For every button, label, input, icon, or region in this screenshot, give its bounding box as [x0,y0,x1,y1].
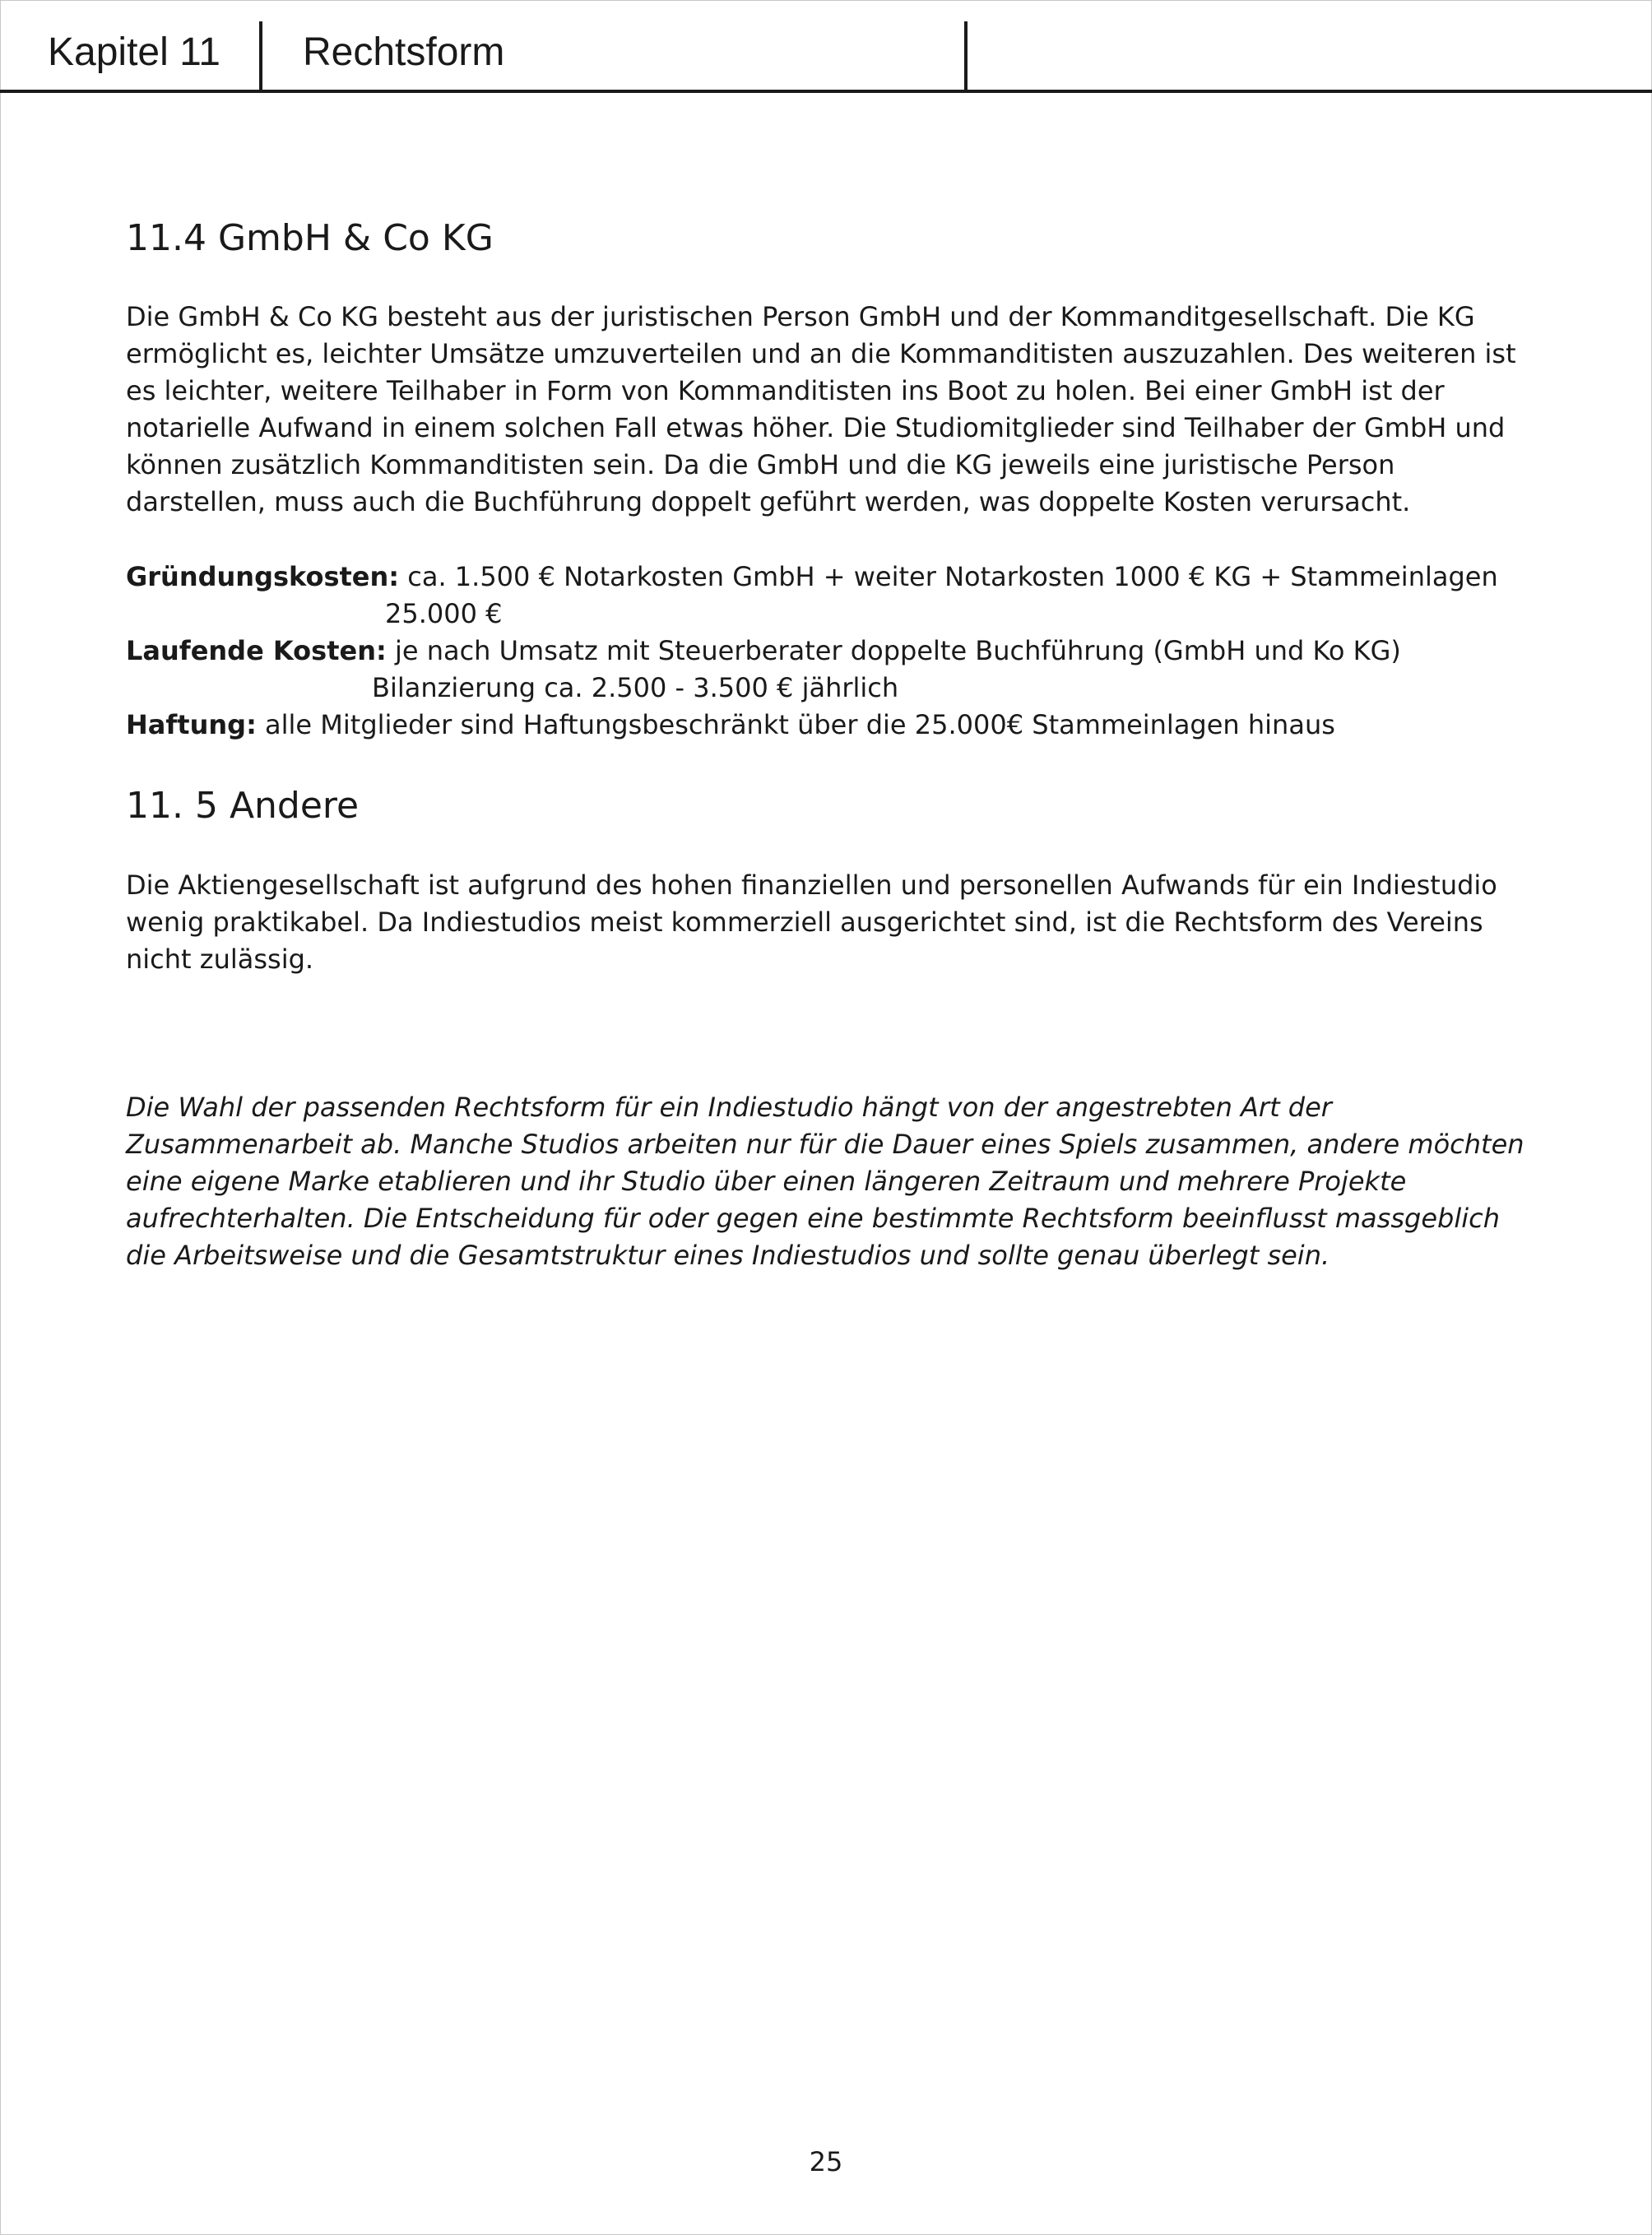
chapter-title: Rechtsform [303,30,505,74]
running-costs-value-cont: Bilanzierung ca. 2.500 - 3.500 € jährlich [372,672,899,703]
founding-costs-row [126,559,1498,596]
liability-label: Haftung: [126,709,257,740]
section-11-5-paragraph: Die Aktiengesellschaft ist aufgrund des hohen finanziellen und personellen Aufwands für ein Indiestudio wenig praktikabel. Da Indiestudios meist kommerziell ausgerichtet sind, ist die Rechtsform des Vereins nicht zulässig. [126,869,1497,975]
conclusion-paragraph: Die Wahl der passenden Rechtsform für ein Indiestudio hängt von der angestrebten Art der Zusammenarbeit ab. Manche Studios arbeiten nur für die Dauer eines Spiels zusammen, andere möchten eine eigene Marke etablieren und ihr Studio über einen längeren Zeitraum und mehrere Projekte aufrechterhalten. Die Entscheidung für oder gegen eine bestimmte Rechtsform beeinflusst massgeblich die Arbeitsweise und die Gesamtstruktur eines Indiestudios und sollte genau überlegt sein. [126,1092,1524,1271]
section-heading-11-5: 11. 5 Andere [126,785,360,827]
page-header [0,0,1652,92]
section-11-4-paragraph: Die GmbH & Co KG besteht aus der juristischen Person GmbH und der Kommanditgesellschaft. Die KG ermöglicht es, leichter Umsätze umzuverteilen und an die Kommanditisten auszuzahlen. Des weiteren ist es leichter, weitere Teilhaber in Form von Kommanditisten ins Boot zu holen. Bei einer GmbH ist der notarielle Aufwand in einem solchen Fall etwas höher. Die Studiomitglieder sind Teilhaber der GmbH und können zusätzlich Kommanditisten sein. Da die GmbH und die KG jeweils eine juristische Person darstellen, muss auch die Buchführung doppelt geführt werden, was doppelte Kosten verursacht. [126,301,1516,517]
page-number: 25 [809,2146,843,2177]
section-heading-11-4: 11.4 GmbH & Co KG [126,217,494,259]
header-separator [259,21,262,92]
founding-costs-value: ca. 1.500 € Notarkosten GmbH + weiter Notarkosten 1000 € KG + Stammeinlagen [407,561,1498,592]
liability-value: alle Mitglieder sind Haftungsbeschränkt über die 25.000€ Stammeinlagen hinaus [265,709,1335,740]
liability-row [126,707,1335,744]
founding-costs-value-cont: 25.000 € [385,598,503,629]
header-rule [0,90,1652,93]
running-costs-row [126,633,1401,670]
running-costs-label: Laufende Kosten: [126,635,387,666]
running-costs-value: je nach Umsatz mit Steuerberater doppelte Buchführung (GmbH und Ko KG) [394,635,1401,666]
founding-costs-label: Gründungskosten: [126,561,400,592]
header-separator [964,21,968,92]
chapter-label: Kapitel 11 [48,30,220,74]
